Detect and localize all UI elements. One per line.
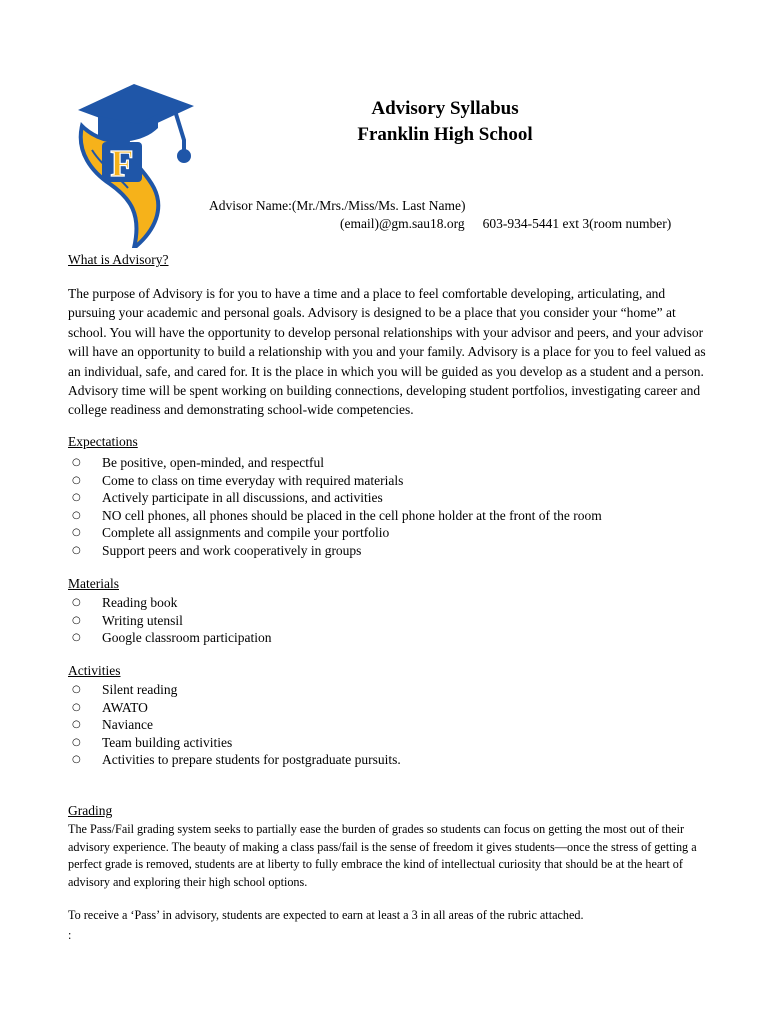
what-is-body: The purpose of Advisory is for you to have a time and a place to feel comfortable developing, articulating, and pursuing your academic and personal goals. Advisory is designed to be a place that you consider your “home” at school. You will have the opportunity to develop personal relationships with your advisor and peers, and your advisor will have an opportunity to build a relationship with you and your family. Advisory is a place for you to feel valued as an individual, safe, and cared for. It is the place in which you will be guided as you develop as a student and a person. Advisory time will be spent working on building connections, developing student portfolios, investigating career and college readiness and demonstrating school-wide competencies. xyxy=(68,286,706,418)
school-logo xyxy=(72,80,202,248)
bullet-icon: ○ xyxy=(72,457,81,468)
bullet-icon: ○ xyxy=(72,527,81,538)
advisor-name: Advisor Name:(Mr./Mrs./Miss/Ms. Last Name) xyxy=(209,198,466,213)
list-item: ○ Google classroom participation xyxy=(72,630,272,645)
list-item: ○ Naviance xyxy=(72,717,153,732)
bullet-icon: ○ xyxy=(72,597,81,608)
bullet-icon: ○ xyxy=(72,474,81,486)
advisor-phone: 603-934-5441 ext 3(room number) xyxy=(482,216,672,231)
list-item: ○ Support peers and work cooperatively in groups xyxy=(72,542,362,558)
list-item: ○ Activities to prepare students for postgraduate pursuits. xyxy=(72,752,401,767)
bullet-icon: ○ xyxy=(72,684,81,695)
grading-body: The Pass/Fail grading system seeks to partially ease the burden of grades so students can focus on getting the most out of their advisory experience. The beauty of making a class pass/fail is the sense of freedom it gives students—once the stress of getting a perfect grade is removed, students are at liberty to fully embrace the kind of intellectual curiosity that should be at the heart of advisory and exploring their high school options. xyxy=(68,822,697,890)
list-item: ○ Actively participate in all discussions, and activities xyxy=(72,490,383,505)
activities-list xyxy=(68,681,401,769)
what-is-heading: What is Advisory? xyxy=(68,252,169,267)
list-item: ○ Come to class on time everyday with required materials xyxy=(72,472,404,488)
expectations-list xyxy=(68,454,602,559)
grading-heading: Grading xyxy=(68,803,113,818)
list-item: ○ Complete all assignments and compile your portfolio xyxy=(72,525,390,540)
school-name: Franklin High School xyxy=(357,124,533,145)
list-item: ○ Silent reading xyxy=(72,682,178,697)
materials-heading: Materials xyxy=(68,576,119,591)
bullet-icon: ○ xyxy=(72,701,81,713)
list-item: ○ Writing utensil xyxy=(72,612,183,628)
bullet-icon: ○ xyxy=(72,632,81,643)
bullet-icon: ○ xyxy=(72,614,81,626)
activities-heading: Activities xyxy=(68,663,121,678)
expectations-heading: Expectations xyxy=(68,434,138,449)
logo-letter: F xyxy=(110,143,134,185)
bullet-icon: ○ xyxy=(72,736,81,748)
list-item: ○ Reading book xyxy=(72,595,178,610)
bullet-icon: ○ xyxy=(72,492,81,503)
bullet-icon: ○ xyxy=(72,754,81,765)
contact-line xyxy=(340,216,671,232)
list-item: ○ Team building activities xyxy=(72,734,233,750)
list-item: ○ Be positive, open-minded, and respectful xyxy=(72,455,324,470)
advisor-email: (email)@gm.sau18.org xyxy=(340,216,465,231)
list-item: ○ NO cell phones, all phones should be placed in the cell phone holder at the front of the room xyxy=(72,507,602,523)
bullet-icon: ○ xyxy=(72,509,81,521)
title-block xyxy=(300,96,590,148)
document-title: Advisory Syllabus xyxy=(371,98,519,119)
bullet-icon: ○ xyxy=(72,719,81,730)
list-item: ○ AWATO xyxy=(72,699,148,715)
logo-tassel xyxy=(177,149,191,163)
pass-note: To receive a ‘Pass’ in advisory, students are expected to earn at least a 3 in all areas of the rubric attached. xyxy=(68,908,584,922)
bullet-icon: ○ xyxy=(72,544,81,556)
trailing-colon: : xyxy=(68,928,72,942)
materials-list xyxy=(68,594,271,647)
